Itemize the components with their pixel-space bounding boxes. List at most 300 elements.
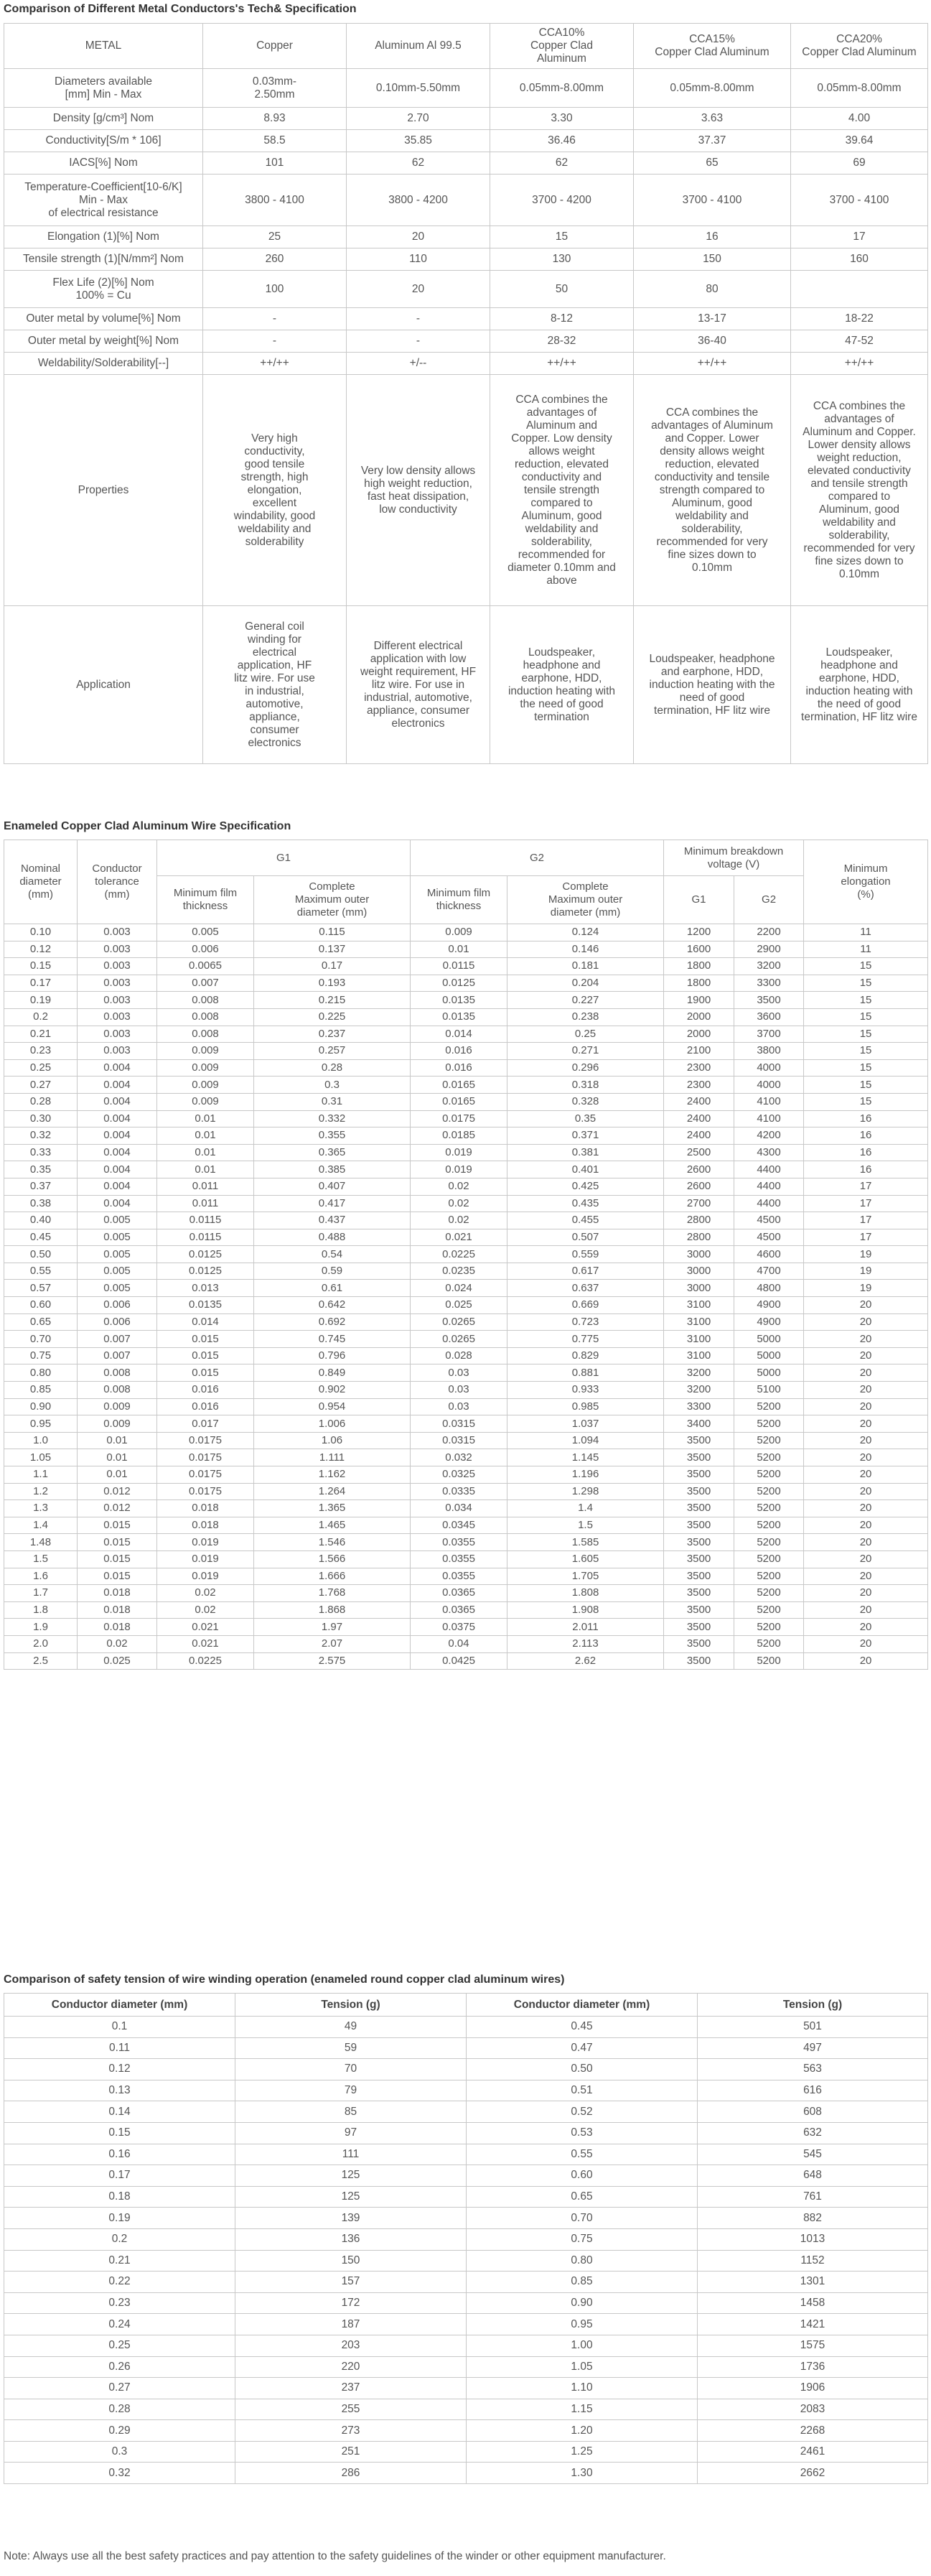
table-cell: 5200 — [734, 1635, 804, 1652]
table-cell: 2.07 — [254, 1635, 411, 1652]
table-cell: 1.566 — [254, 1550, 411, 1568]
table-cell: 3600 — [734, 1008, 804, 1026]
table-cell: 0.3 — [254, 1077, 411, 1094]
table-cell: 1600 — [664, 941, 734, 958]
table-cell: 20 — [804, 1398, 928, 1415]
table-cell: 5200 — [734, 1517, 804, 1534]
table-cell: 0.015 — [78, 1550, 157, 1568]
table-cell: 20 — [804, 1550, 928, 1568]
table-cell: 0.328 — [507, 1093, 664, 1110]
enameled-cca-spec-table — [4, 840, 928, 1670]
table-cell: 0.009 — [78, 1415, 157, 1433]
table-cell: 3800 - 4100 — [203, 175, 347, 226]
table-cell: 0.0175 — [157, 1449, 254, 1466]
table-cell: 3500 — [664, 1601, 734, 1619]
table-cell: 0.14 — [4, 2101, 235, 2123]
table-cell: 0.371 — [507, 1127, 664, 1145]
table-cell: 0.27 — [4, 2378, 235, 2399]
table-cell: 1.5 — [507, 1517, 664, 1534]
table-cell: 1.7 — [4, 1585, 78, 1602]
table-cell: 0.28 — [4, 1093, 78, 1110]
table-cell: 0.004 — [78, 1195, 157, 1212]
header-g2: G2 — [411, 840, 664, 876]
table-cell: 3100 — [664, 1297, 734, 1314]
table-cell: 37.37 — [634, 130, 791, 152]
table-cell: 0.0265 — [411, 1313, 507, 1331]
table-cell: 11 — [804, 924, 928, 941]
table-cell: 2400 — [664, 1110, 734, 1127]
table-cell: 80 — [634, 271, 791, 308]
table-cell: 0.692 — [254, 1313, 411, 1331]
table-cell: 2900 — [734, 941, 804, 958]
table-cell: 0.01 — [78, 1432, 157, 1449]
section-title-metal-comparison: Comparison of Different Metal Conductors's Tech& Specification — [4, 3, 357, 15]
table-row — [4, 1313, 928, 1331]
table-row — [4, 1517, 928, 1534]
table-cell: 0.004 — [78, 1059, 157, 1077]
table-row — [4, 1110, 928, 1127]
table-cell: 2000 — [664, 1008, 734, 1026]
table-cell: 0.01 — [78, 1466, 157, 1484]
table-cell: 49 — [235, 2017, 467, 2038]
table-cell: 69 — [791, 152, 928, 175]
table-cell: 0.381 — [507, 1144, 664, 1161]
table-row — [4, 353, 928, 375]
table-cell: 15 — [804, 1059, 928, 1077]
table-cell: 0.019 — [411, 1144, 507, 1161]
safety-tension-table — [4, 1993, 928, 2484]
table-cell: 0.01 — [157, 1110, 254, 1127]
table-cell: 4600 — [734, 1246, 804, 1263]
table-cell: - — [203, 308, 347, 330]
header-g1: G1 — [157, 840, 411, 876]
table-cell: 0.642 — [254, 1297, 411, 1314]
table-cell: 0.85 — [467, 2272, 698, 2293]
table-cell: 0.05mm-8.00mm — [791, 69, 928, 108]
table-cell: 0.003 — [78, 958, 157, 975]
table-row — [4, 941, 928, 958]
table-cell: 0.03 — [411, 1364, 507, 1382]
table-cell: 0.003 — [78, 1008, 157, 1026]
table-cell: 0.004 — [78, 1178, 157, 1195]
table-row — [4, 175, 928, 226]
table-cell: 3100 — [664, 1313, 734, 1331]
table-cell: 0.60 — [4, 1297, 78, 1314]
table-cell: 0.417 — [254, 1195, 411, 1212]
table-cell: ++/++ — [203, 353, 347, 375]
table-cell: 0.365 — [254, 1144, 411, 1161]
table-cell: General coil winding for electrical application, HF litz wire. For use in industrial, automotive, appliance, consumer electronics — [203, 606, 347, 764]
table-cell: 0.02 — [411, 1195, 507, 1212]
table-row — [4, 1432, 928, 1449]
table-cell: 1.10 — [467, 2378, 698, 2399]
row-label: Properties — [4, 375, 203, 606]
table-cell: 5200 — [734, 1398, 804, 1415]
table-row — [4, 958, 928, 975]
table-cell: 0.004 — [78, 1127, 157, 1145]
table-cell: 4700 — [734, 1263, 804, 1280]
table-cell: 15 — [804, 1077, 928, 1094]
table-cell: 0.32 — [4, 2463, 235, 2484]
table-cell: 65 — [634, 152, 791, 175]
table-cell: 20 — [804, 1500, 928, 1517]
table-cell: 0.009 — [78, 1398, 157, 1415]
table-cell: 85 — [235, 2101, 467, 2123]
table-cell: 1.00 — [467, 2335, 698, 2356]
table-cell: 4900 — [734, 1313, 804, 1331]
table-cell: - — [347, 330, 490, 353]
table-cell: 0.146 — [507, 941, 664, 958]
table-cell: 608 — [698, 2101, 928, 2123]
table-cell: 187 — [235, 2314, 467, 2335]
table-cell: 0.0135 — [157, 1297, 254, 1314]
table-cell: 286 — [235, 2463, 467, 2484]
table-cell: 15 — [804, 1093, 928, 1110]
table-cell: 5200 — [734, 1652, 804, 1670]
table-cell: 0.005 — [78, 1263, 157, 1280]
table-row — [4, 1246, 928, 1263]
table-cell: 8-12 — [490, 308, 634, 330]
table-cell: 172 — [235, 2292, 467, 2314]
table-cell: 3500 — [664, 1635, 734, 1652]
table-cell: 0.75 — [467, 2228, 698, 2250]
table-cell: 4500 — [734, 1229, 804, 1246]
table-cell: 1.546 — [254, 1534, 411, 1551]
table-cell: 2.575 — [254, 1652, 411, 1670]
table-cell: 3000 — [664, 1246, 734, 1263]
table-cell: 3200 — [664, 1364, 734, 1382]
table-row — [4, 1500, 928, 1517]
table-row — [4, 1619, 928, 1636]
table-cell: 0.488 — [254, 1229, 411, 1246]
column-header: Conductor diameter (mm) — [4, 1994, 235, 2017]
row-label: Conductivity[S/m * 106] — [4, 130, 203, 152]
table-row — [4, 2292, 928, 2314]
table-cell: 0.01 — [157, 1127, 254, 1145]
table-cell: 545 — [698, 2144, 928, 2165]
table-cell: 0.55 — [4, 1263, 78, 1280]
table-cell: 0.25 — [4, 2335, 235, 2356]
table-cell: 15 — [490, 226, 634, 248]
table-cell: 36-40 — [634, 330, 791, 353]
table-cell: 0.016 — [157, 1382, 254, 1399]
table-cell: 4200 — [734, 1127, 804, 1145]
table-cell: 0.018 — [78, 1601, 157, 1619]
table-cell: 0.10mm-5.50mm — [347, 69, 490, 108]
table-cell: 3500 — [664, 1449, 734, 1466]
table-cell: 4300 — [734, 1144, 804, 1161]
table-cell: 3000 — [664, 1280, 734, 1297]
table-cell: 2.5 — [4, 1652, 78, 1670]
table-cell: 16 — [804, 1127, 928, 1145]
table-row — [4, 2378, 928, 2399]
table-cell: 0.65 — [467, 2186, 698, 2208]
table-cell: 0.03 — [411, 1398, 507, 1415]
table-cell: 0.011 — [157, 1195, 254, 1212]
row-label: Tensile strength (1)[N/mm²] Nom — [4, 248, 203, 271]
table-cell: 20 — [804, 1449, 928, 1466]
section-title-safety-tension: Comparison of safety tension of wire winding operation (enameled round copper clad aluminum wires) — [4, 1973, 565, 1986]
table-cell: 1.111 — [254, 1449, 411, 1466]
table-cell: 3300 — [664, 1398, 734, 1415]
table-cell: 19 — [804, 1246, 928, 1263]
table-row — [4, 1008, 928, 1026]
table-cell: 203 — [235, 2335, 467, 2356]
table-cell: 1.06 — [254, 1432, 411, 1449]
table-cell: 0.53 — [467, 2122, 698, 2144]
table-cell: 2662 — [698, 2463, 928, 2484]
table-cell: 0.75 — [4, 1347, 78, 1364]
table-cell: 1575 — [698, 2335, 928, 2356]
table-cell: 0.0325 — [411, 1466, 507, 1484]
column-header: Aluminum Al 99.5 — [347, 24, 490, 69]
table-row — [4, 1178, 928, 1195]
table-cell: 0.007 — [157, 975, 254, 992]
table-cell: 0.507 — [507, 1229, 664, 1246]
table-cell: 3700 - 4100 — [791, 175, 928, 226]
table-cell: 0.005 — [78, 1280, 157, 1297]
column-header: CCA10% Copper Clad Aluminum — [490, 24, 634, 69]
table-row — [4, 69, 928, 108]
table-cell: 0.21 — [4, 1026, 78, 1043]
table-cell: - — [203, 330, 347, 353]
row-label: Flex Life (2)[%] Nom 100% = Cu — [4, 271, 203, 308]
table-cell: 15 — [804, 975, 928, 992]
table-cell: 0.0125 — [411, 975, 507, 992]
table-row — [4, 1297, 928, 1314]
table-cell: 0.005 — [78, 1246, 157, 1263]
table-cell: 20 — [804, 1331, 928, 1348]
table-cell: 0.003 — [78, 941, 157, 958]
table-row — [4, 2017, 928, 2038]
table-cell: 0.005 — [78, 1229, 157, 1246]
table-cell: 16 — [634, 226, 791, 248]
table-cell: 0.0065 — [157, 958, 254, 975]
table-cell: 0.28 — [254, 1059, 411, 1077]
table-cell: 0.006 — [78, 1313, 157, 1331]
table-cell: 0.0115 — [157, 1229, 254, 1246]
table-cell: 5200 — [734, 1601, 804, 1619]
table-cell: 1152 — [698, 2250, 928, 2272]
table-cell: 20 — [804, 1347, 928, 1364]
table-cell: 0.12 — [4, 941, 78, 958]
table-cell: 0.01 — [157, 1161, 254, 1178]
table-cell: 5200 — [734, 1500, 804, 1517]
table-cell: 20 — [804, 1568, 928, 1585]
table-cell: 0.51 — [467, 2080, 698, 2101]
table-cell: 0.80 — [4, 1364, 78, 1382]
table-cell: 1.4 — [507, 1500, 664, 1517]
table-cell: 5200 — [734, 1483, 804, 1500]
table-cell: 2500 — [664, 1144, 734, 1161]
table-cell: 0.021 — [411, 1229, 507, 1246]
table-cell: 13-17 — [634, 308, 791, 330]
table-cell: 0.61 — [254, 1280, 411, 1297]
row-label: Application — [4, 606, 203, 764]
table-row — [4, 2314, 928, 2335]
table-cell: 1736 — [698, 2356, 928, 2378]
table-cell: 0.50 — [4, 1246, 78, 1263]
table-cell: 0.0125 — [157, 1263, 254, 1280]
table-cell: 79 — [235, 2080, 467, 2101]
table-cell: 0.01 — [157, 1144, 254, 1161]
table-cell: 3800 — [734, 1043, 804, 1060]
table-cell: 0.31 — [254, 1093, 411, 1110]
table-cell: 0.26 — [4, 2356, 235, 2378]
table-cell: CCA combines the advantages of Aluminum and Copper. Lower density allows weight reduction, elevated conductivity and tensile strength compared to Aluminum, good weldability and solderability, recommended for very fine sizes down to 0.10mm — [791, 375, 928, 606]
table-cell: 0.32 — [4, 1127, 78, 1145]
table-cell: 3200 — [664, 1382, 734, 1399]
table-cell: 0.28 — [4, 2399, 235, 2420]
table-cell: 0.007 — [78, 1331, 157, 1348]
table-cell: 130 — [490, 248, 634, 271]
table-cell: 0.25 — [4, 1059, 78, 1077]
header-nominal-diameter: Nominal diameter (mm) — [4, 840, 78, 924]
table-cell: 20 — [804, 1635, 928, 1652]
table-cell: 0.52 — [467, 2101, 698, 2123]
table-cell: 8.93 — [203, 108, 347, 130]
table-cell: 150 — [235, 2250, 467, 2272]
table-cell: 4400 — [734, 1195, 804, 1212]
table-cell: 0.03 — [411, 1382, 507, 1399]
table-cell: 0.27 — [4, 1077, 78, 1094]
safety-note: Note: Always use all the best safety practices and pay attention to the safety guidelines of the winder or other equipment manufacturer. — [4, 2550, 666, 2562]
table-cell: ++/++ — [634, 353, 791, 375]
table-cell: CCA combines the advantages of Aluminum and Copper. Low density allows weight reduction, elevated conductivity and tensile strength compared to Aluminum, good weldability and solderability, recommended for diameter 0.10mm and above — [490, 375, 634, 606]
table-cell: 0.018 — [157, 1517, 254, 1534]
table-cell: 0.669 — [507, 1297, 664, 1314]
table-cell: 0.902 — [254, 1382, 411, 1399]
table-cell: 2600 — [664, 1161, 734, 1178]
table-header-row — [4, 24, 928, 69]
table-cell: 0.954 — [254, 1398, 411, 1415]
table-cell: 0.003 — [78, 924, 157, 941]
table-cell: 255 — [235, 2399, 467, 2420]
table-cell: 0.15 — [4, 958, 78, 975]
table-cell: 0.12 — [4, 2059, 235, 2080]
table-cell: 1.585 — [507, 1534, 664, 1551]
table-cell: 0.193 — [254, 975, 411, 992]
table-cell: 1.808 — [507, 1585, 664, 1602]
table-cell: 3.30 — [490, 108, 634, 130]
table-cell: 3700 — [734, 1026, 804, 1043]
table-cell: 563 — [698, 2059, 928, 2080]
table-cell: 0.02 — [157, 1601, 254, 1619]
row-label: Density [g/cm³] Nom — [4, 108, 203, 130]
table-cell: 0.03mm- 2.50mm — [203, 69, 347, 108]
table-cell: 0.47 — [467, 2037, 698, 2059]
table-cell: 3000 — [664, 1263, 734, 1280]
table-cell: 0.04 — [411, 1635, 507, 1652]
table-cell: 100 — [203, 271, 347, 308]
table-cell: 5000 — [734, 1347, 804, 1364]
table-cell: CCA combines the advantages of Aluminum and Copper. Lower density allows weight reduction, elevated conductivity and tensile strength compared to Aluminum, good weldability and solderability, recommended for very fine sizes down to 0.10mm — [634, 375, 791, 606]
table-cell: 1.768 — [254, 1585, 411, 1602]
table-cell: 1800 — [664, 975, 734, 992]
table-cell: 0.23 — [4, 1043, 78, 1060]
table-cell: 17 — [804, 1212, 928, 1229]
table-cell: 0.0225 — [157, 1652, 254, 1670]
table-cell: 0.95 — [467, 2314, 698, 2335]
metal-comparison-table — [4, 23, 928, 764]
table-cell: 36.46 — [490, 130, 634, 152]
table-row — [4, 1466, 928, 1484]
table-cell: 0.401 — [507, 1161, 664, 1178]
table-cell: 0.009 — [411, 924, 507, 941]
table-cell: 0.024 — [411, 1280, 507, 1297]
header-breakdown-g1: G1 — [664, 876, 734, 924]
table-cell: 497 — [698, 2037, 928, 2059]
table-cell: 5100 — [734, 1382, 804, 1399]
table-row — [4, 108, 928, 130]
table-row — [4, 1280, 928, 1297]
table-cell: 1.05 — [4, 1449, 78, 1466]
table-cell: 3500 — [664, 1500, 734, 1517]
table-cell: 0.021 — [157, 1635, 254, 1652]
table-row — [4, 1483, 928, 1500]
table-cell: 501 — [698, 2017, 928, 2038]
table-cell: 2.0 — [4, 1635, 78, 1652]
table-cell: 0.24 — [4, 2314, 235, 2335]
table-cell: 0.0425 — [411, 1652, 507, 1670]
table-cell: 1.30 — [467, 2463, 698, 2484]
table-cell: 28-32 — [490, 330, 634, 353]
table-cell: 3400 — [664, 1415, 734, 1433]
table-cell: 20 — [347, 271, 490, 308]
table-cell: 5000 — [734, 1364, 804, 1382]
table-row — [4, 1449, 928, 1466]
table-cell: 0.019 — [411, 1161, 507, 1178]
table-cell: 20 — [804, 1534, 928, 1551]
table-cell: 62 — [490, 152, 634, 175]
table-cell: 16 — [804, 1110, 928, 1127]
table-cell: 0.015 — [157, 1347, 254, 1364]
row-label: Temperature-Coefficient[10-6/K] Min - Max of electrical resistance — [4, 175, 203, 226]
table-row — [4, 1550, 928, 1568]
table-cell: 0.829 — [507, 1347, 664, 1364]
table-cell: 0.745 — [254, 1331, 411, 1348]
table-cell: 0.23 — [4, 2292, 235, 2314]
table-cell: 0.85 — [4, 1382, 78, 1399]
table-cell: 0.025 — [411, 1297, 507, 1314]
table-cell: 2.70 — [347, 108, 490, 130]
table-cell: 1.465 — [254, 1517, 411, 1534]
table-cell: 15 — [804, 1008, 928, 1026]
table-row — [4, 2037, 928, 2059]
table-row — [4, 248, 928, 271]
table-cell: 0.723 — [507, 1313, 664, 1331]
table-row — [4, 2208, 928, 2229]
table-cell: 0.012 — [78, 1500, 157, 1517]
table-cell: 3500 — [734, 992, 804, 1009]
table-cell: 0.407 — [254, 1178, 411, 1195]
table-cell: 0.455 — [507, 1212, 664, 1229]
table-cell: 101 — [203, 152, 347, 175]
table-cell: 3100 — [664, 1331, 734, 1348]
table-row — [4, 1212, 928, 1229]
table-cell: 3700 - 4200 — [490, 175, 634, 226]
table-row — [4, 2228, 928, 2250]
table-cell: 0.017 — [157, 1415, 254, 1433]
table-cell: 0.2 — [4, 2228, 235, 2250]
column-header: Tension (g) — [235, 1994, 467, 2017]
table-cell: 139 — [235, 2208, 467, 2229]
table-cell: 20 — [804, 1297, 928, 1314]
table-cell: 1906 — [698, 2378, 928, 2399]
table-cell: 0.385 — [254, 1161, 411, 1178]
table-cell: 0.15 — [4, 2122, 235, 2144]
table-cell: 0.0235 — [411, 1263, 507, 1280]
